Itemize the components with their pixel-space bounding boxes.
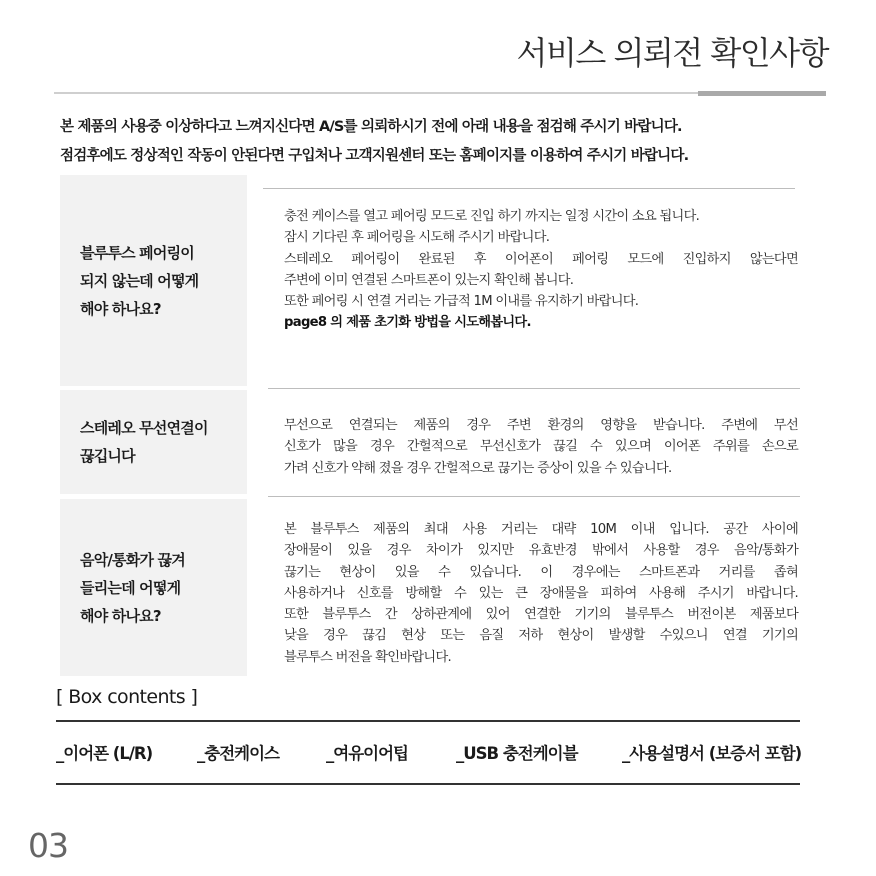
- title-underline-light: [54, 92, 698, 94]
- answer-line: 장애물이 있을 경우 차이가 있지만 유효반경 밖에서 사용할 경우 음악/통화가: [284, 543, 798, 559]
- answer-line: 낮을 경우 끊김 현상 또는 음질 저하 현상이 발생할 수있으니 연결 기기의: [284, 628, 798, 644]
- answer-line: 또한 블루투스 간 상하관계에 있어 연결한 기기의 블루투스 버전이본 제품보다: [284, 607, 798, 623]
- question-line: 들리는데 어떻게: [80, 578, 181, 597]
- faq-answer-3: [284, 519, 798, 668]
- answer-line: 충전 케이스를 열고 페어링 모드로 진입 하기 까지는 일정 시간이 소요 됩니다.: [284, 209, 700, 224]
- box-item: _이어폰 (L/R): [56, 744, 153, 763]
- page-title: 서비스 의뢰전 확인사항: [516, 34, 828, 72]
- intro-line: 점검후에도 정상적인 작동이 안된다면 구입처나 고객지원센터 또는 홈페이지를 이용하여 주시기 바랍니다.: [60, 148, 689, 164]
- answer-line: 무선으로 연결되는 제품의 경우 주변 환경의 영향을 받습니다. 주변에 무선: [284, 418, 798, 433]
- faq-question-3: [60, 499, 247, 676]
- question-line: 끊깁니다: [80, 447, 135, 465]
- answer-line: 주변에 이미 연결된 스마트폰이 있는지 확인해 봅니다.: [284, 272, 574, 288]
- box-contents-bottom-rule: [56, 783, 800, 785]
- page-number: 03: [28, 826, 68, 865]
- answer-bold-line: page8 의 제품 초기화 방법을 시도해봅니다.: [284, 315, 531, 331]
- question-line: 음악/통화가 끊겨: [80, 550, 185, 569]
- faq-divider: [268, 388, 800, 389]
- box-item: _사용설명서 (보증서 포함): [622, 744, 802, 763]
- question-line: 블루투스 페어링이: [80, 243, 194, 262]
- answer-line: 또한 페어링 시 연결 거리는 가급적 1M 이내를 유지하기 바랍니다.: [284, 294, 639, 310]
- answer-line: 스테레오 페어링이 완료된 후 이어폰이 페어링 모드에 진입하지 않는다면: [284, 251, 798, 267]
- box-item: _여유이어팁: [326, 744, 408, 763]
- question-line: 되지 않는데 어떻게: [80, 271, 199, 290]
- intro-text: [60, 113, 820, 171]
- box-contents-list: [0, 740, 876, 770]
- title-underline-accent: [698, 91, 826, 96]
- question-line: 스테레오 무선연결이: [80, 419, 208, 437]
- intro-line: 본 제품의 사용중 이상하다고 느껴지신다면 A/S를 의뢰하시기 전에 아래 내용을 점검해 주시기 바랍니다.: [60, 119, 682, 135]
- box-contents-title: [ Box contents ]: [56, 686, 198, 708]
- faq-divider: [263, 188, 795, 189]
- answer-line: 가려 신호가 약해 졌을 경우 간헐적으로 끊기는 증상이 있을 수 있습니다.: [284, 460, 672, 476]
- faq-question-1: [60, 175, 247, 386]
- question-line: 해야 하나요?: [80, 606, 161, 625]
- faq-question-2: [60, 390, 247, 494]
- answer-line: 신호가 많을 경우 간헐적으로 무선신호가 끊길 수 있으며 이어폰 주위를 손으로: [284, 439, 798, 455]
- question-line: 해야 하나요?: [80, 299, 161, 318]
- title-underline: [54, 91, 826, 96]
- faq-answer-2: [284, 415, 798, 479]
- faq-answer-1: [284, 206, 798, 334]
- box-contents-top-rule: [56, 720, 800, 722]
- box-item: _USB 충전케이블: [456, 744, 578, 763]
- box-item: _충전케이스: [197, 744, 279, 763]
- answer-line: 사용하거나 신호를 방해할 수 있는 큰 장애물을 피하여 사용해 주시기 바랍니다.: [284, 585, 798, 601]
- answer-line: 블루투스 버전을 확인바랍니다.: [284, 649, 451, 665]
- answer-line: 잠시 기다린 후 페어링을 시도해 주시기 바랍니다.: [284, 230, 550, 246]
- answer-line: 끊기는 현상이 있을 수 있습니다. 이 경우에는 스마트폰과 거리를 좁혀: [284, 564, 798, 580]
- answer-line: 본 블루투스 제품의 최대 사용 거리는 대략 10M 이내 입니다. 공간 사이에: [284, 522, 798, 537]
- faq-divider: [268, 496, 800, 497]
